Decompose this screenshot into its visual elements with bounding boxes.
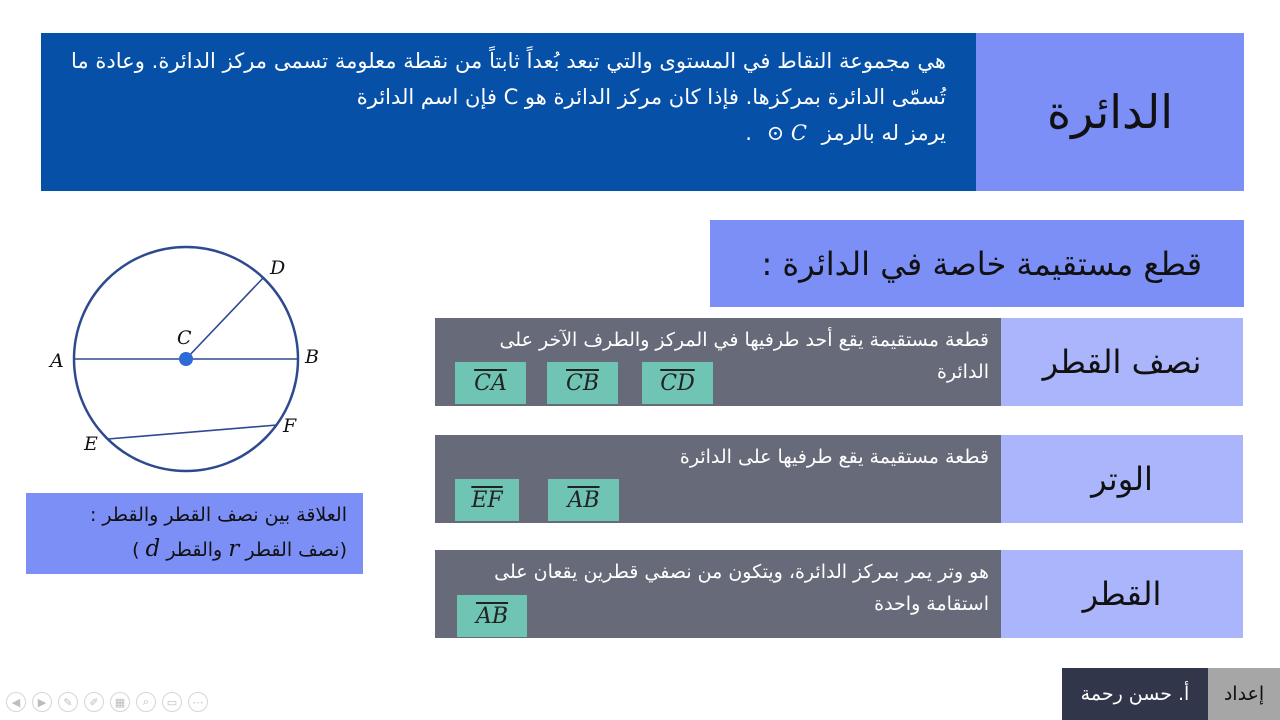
author-name [1062, 668, 1208, 720]
radius-term-text: نصف القطر [1042, 343, 1202, 381]
relation-title: العلاقة بين نصف القطر والقطر : [89, 504, 347, 526]
point-label-f: F [283, 415, 297, 437]
relation-diameter-label: والقطر [166, 539, 223, 561]
segment-tag-label: $\overline{EF}$ [471, 487, 503, 513]
page-title-text: الدائرة [1046, 85, 1173, 139]
segment-tag-cb [547, 362, 618, 404]
credit-label-text: إعداد [1223, 683, 1265, 705]
point-label-e: E [84, 433, 98, 455]
relation-diameter-var: d [145, 536, 161, 562]
presentation-toolbar [6, 692, 208, 716]
segment-tag-ca [455, 362, 526, 404]
diameter-term-text: القطر [1082, 575, 1162, 613]
center-point [179, 352, 193, 366]
segment-tag-label: $\overline{CA}$ [474, 370, 507, 396]
section-subtitle [710, 220, 1244, 307]
relation-radius-label: نصف القطر [245, 539, 340, 561]
slides-icon[interactable]: ▦ [110, 692, 130, 712]
point-label-d: D [270, 257, 286, 279]
point-label-c: C [177, 327, 192, 349]
chord-ef-line [108, 425, 277, 439]
diameter-term [1001, 550, 1243, 638]
segment-tag-label: $\overline{AB}$ [567, 487, 600, 513]
relation-box [26, 493, 363, 574]
circle-definition [41, 33, 976, 191]
segment-tag-cd [642, 362, 713, 404]
point-label-a: A [50, 350, 64, 372]
credit-label [1208, 668, 1280, 720]
segment-tag-ab [548, 479, 619, 521]
diameter-description-text: هو وتر يمر بمركز الدائرة، ويتكون من نصفي قطرين يقعان على استقامة واحدة [494, 561, 989, 615]
circle-symbol: ⊙ C [766, 121, 807, 145]
more-icon[interactable]: ⋯ [188, 692, 208, 712]
definition-text: هي مجموعة النقاط في المستوى والتي تبعد بُعداً ثابتاً من نقطة معلومة تسمى مركز الدائرة. وعادة ما تُسمّى الدائرة بمركزها. فإذا كان مركز الدائرة هو C فإن اسم الدائرة [71, 49, 946, 109]
relation-open: ( [339, 539, 347, 561]
definition-symbol-lead: يرمز له بالرمز [821, 121, 946, 145]
relation-close: ) [132, 539, 140, 561]
previous-icon[interactable]: ◀ [6, 692, 26, 712]
radius-cd-line [186, 277, 264, 359]
point-label-b: B [305, 346, 319, 368]
segment-tag-label: $\overline{AB}$ [475, 603, 509, 629]
highlighter-icon[interactable]: ✐ [84, 692, 104, 712]
pen-icon[interactable]: ✎ [58, 692, 78, 712]
chord-description [435, 435, 1001, 523]
radius-description-text: قطعة مستقيمة يقع أحد طرفيها في المركز والطرف الآخر على الدائرة [499, 329, 989, 383]
author-name-text: أ. حسن رحمة [1080, 683, 1190, 705]
segment-tag-ef [455, 479, 519, 521]
next-icon[interactable]: ▶ [32, 692, 52, 712]
relation-formula [42, 532, 347, 567]
relation-radius-var: r [228, 536, 240, 562]
chord-term-text: الوتر [1091, 460, 1153, 498]
radius-term [1001, 318, 1243, 406]
section-subtitle-text: قطع مستقيمة خاصة في الدائرة : [761, 244, 1202, 283]
zoom-icon[interactable]: ⌕ [136, 692, 156, 712]
subtitles-icon[interactable]: ▭ [162, 692, 182, 712]
page-title [976, 33, 1244, 191]
circle-diagram [40, 240, 340, 485]
segment-tag-label: $\overline{CD}$ [660, 370, 695, 396]
chord-description-text: قطعة مستقيمة يقع طرفيها على الدائرة [679, 446, 989, 468]
segment-tag-ab-diameter [457, 595, 527, 637]
definition-end: . [745, 121, 752, 145]
chord-term [1001, 435, 1243, 523]
segment-tag-label: $\overline{CB}$ [566, 370, 599, 396]
